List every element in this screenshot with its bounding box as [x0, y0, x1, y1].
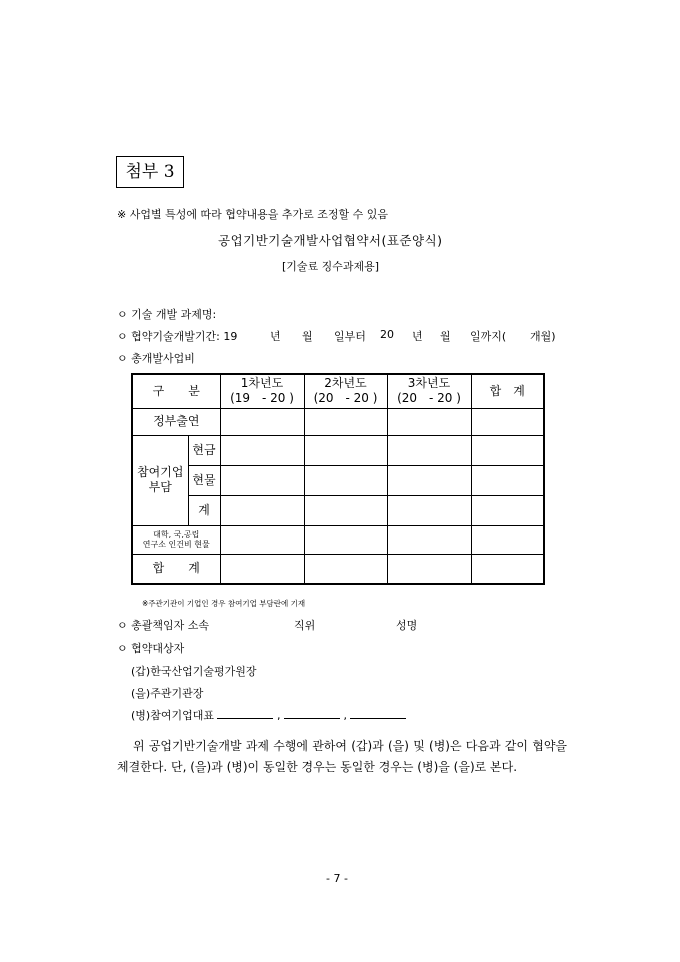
row-goods: 현물 — [188, 465, 220, 495]
budget-table — [131, 373, 545, 585]
period-months: 개월) — [530, 330, 556, 343]
party-a: (갑)한국산업기술평가원장 — [131, 665, 257, 678]
total-cost-item: ㅇ 총개발사업비 — [117, 352, 195, 365]
comma: , — [343, 709, 347, 722]
attachment-label: 첨부 3 — [116, 156, 184, 188]
cell — [387, 554, 471, 584]
cell — [304, 525, 387, 554]
cell — [304, 465, 387, 495]
cell — [471, 525, 544, 554]
row-subtotal: 계 — [188, 495, 220, 525]
header-category: 구 분 — [132, 374, 220, 408]
cell — [220, 435, 304, 465]
cell — [220, 554, 304, 584]
cell — [387, 495, 471, 525]
cell — [220, 465, 304, 495]
period-until: 일까지( — [470, 330, 507, 343]
header-year-2: 2차년도 (20 - 20 ) — [304, 374, 387, 408]
agreement-paragraph: 위 공업기반기술개발 과제 수행에 관하여 (갑)과 (을) 및 (병)은 다음과 같이 협약을 체결한다. 단, (을)과 (병)이 동일한 경우는 동일한 경우는 (병)을 (을)로 본다. — [117, 739, 567, 774]
blank-line — [284, 708, 340, 719]
header-year-1: 1차년도 (19 - 20 ) — [220, 374, 304, 408]
cell — [471, 465, 544, 495]
cell — [471, 435, 544, 465]
party-b: (을)주관기관장 — [131, 687, 204, 700]
cell — [304, 435, 387, 465]
period-20: 20 — [380, 328, 394, 341]
blank-line — [350, 708, 406, 719]
adjustment-note: ※ 사업별 특성에 따라 협약내용을 추가로 조정할 수 있음 — [117, 208, 388, 221]
cell — [387, 525, 471, 554]
parties-label: ㅇ 협약대상자 — [117, 642, 185, 655]
header-total: 합 계 — [471, 374, 544, 408]
party-c-label: (병)참여기업대표 — [131, 709, 214, 722]
period-label: ㅇ 협약기술개발기간: 19 — [117, 330, 238, 343]
blank-line — [217, 708, 273, 719]
cell — [387, 408, 471, 435]
cell — [387, 465, 471, 495]
period-year1: 년 — [270, 330, 281, 343]
cell — [304, 554, 387, 584]
page-number: - 7 - — [326, 872, 348, 885]
cell — [387, 435, 471, 465]
row-total: 합 계 — [132, 554, 220, 584]
period-year2: 년 — [412, 330, 423, 343]
header-year-3: 3차년도 (20 - 20 ) — [387, 374, 471, 408]
cell — [471, 408, 544, 435]
period-month1: 월 — [302, 330, 313, 343]
cell — [220, 408, 304, 435]
table-note: ※주관기관이 기업인 경우 참여기업 부담란에 기재 — [142, 599, 306, 608]
row-cash: 현금 — [188, 435, 220, 465]
cell — [220, 525, 304, 554]
document-title: 공업기반기술개발사업협약서(표준양식) — [218, 233, 443, 248]
cell — [304, 408, 387, 435]
period-month2: 월 — [440, 330, 451, 343]
manager-position: 직위 — [294, 619, 316, 632]
project-name-item: ㅇ 기술 개발 과제명: — [117, 308, 217, 321]
cell — [304, 495, 387, 525]
document-subtitle: [기술료 징수과제용] — [282, 260, 380, 273]
party-c — [131, 707, 406, 723]
manager-name: 성명 — [396, 619, 418, 632]
period-from: 일부터 — [334, 330, 366, 343]
row-univ: 대학, 국,공립 연구소 인건비 현물 — [132, 525, 220, 554]
cell — [471, 495, 544, 525]
cell — [220, 495, 304, 525]
row-company: 참여기업 부담 — [132, 435, 188, 525]
manager-label: ㅇ 총괄책임자 소속 — [117, 619, 210, 632]
row-gov: 정부출연 — [132, 408, 220, 435]
comma: , — [276, 709, 281, 722]
cell — [471, 554, 544, 584]
